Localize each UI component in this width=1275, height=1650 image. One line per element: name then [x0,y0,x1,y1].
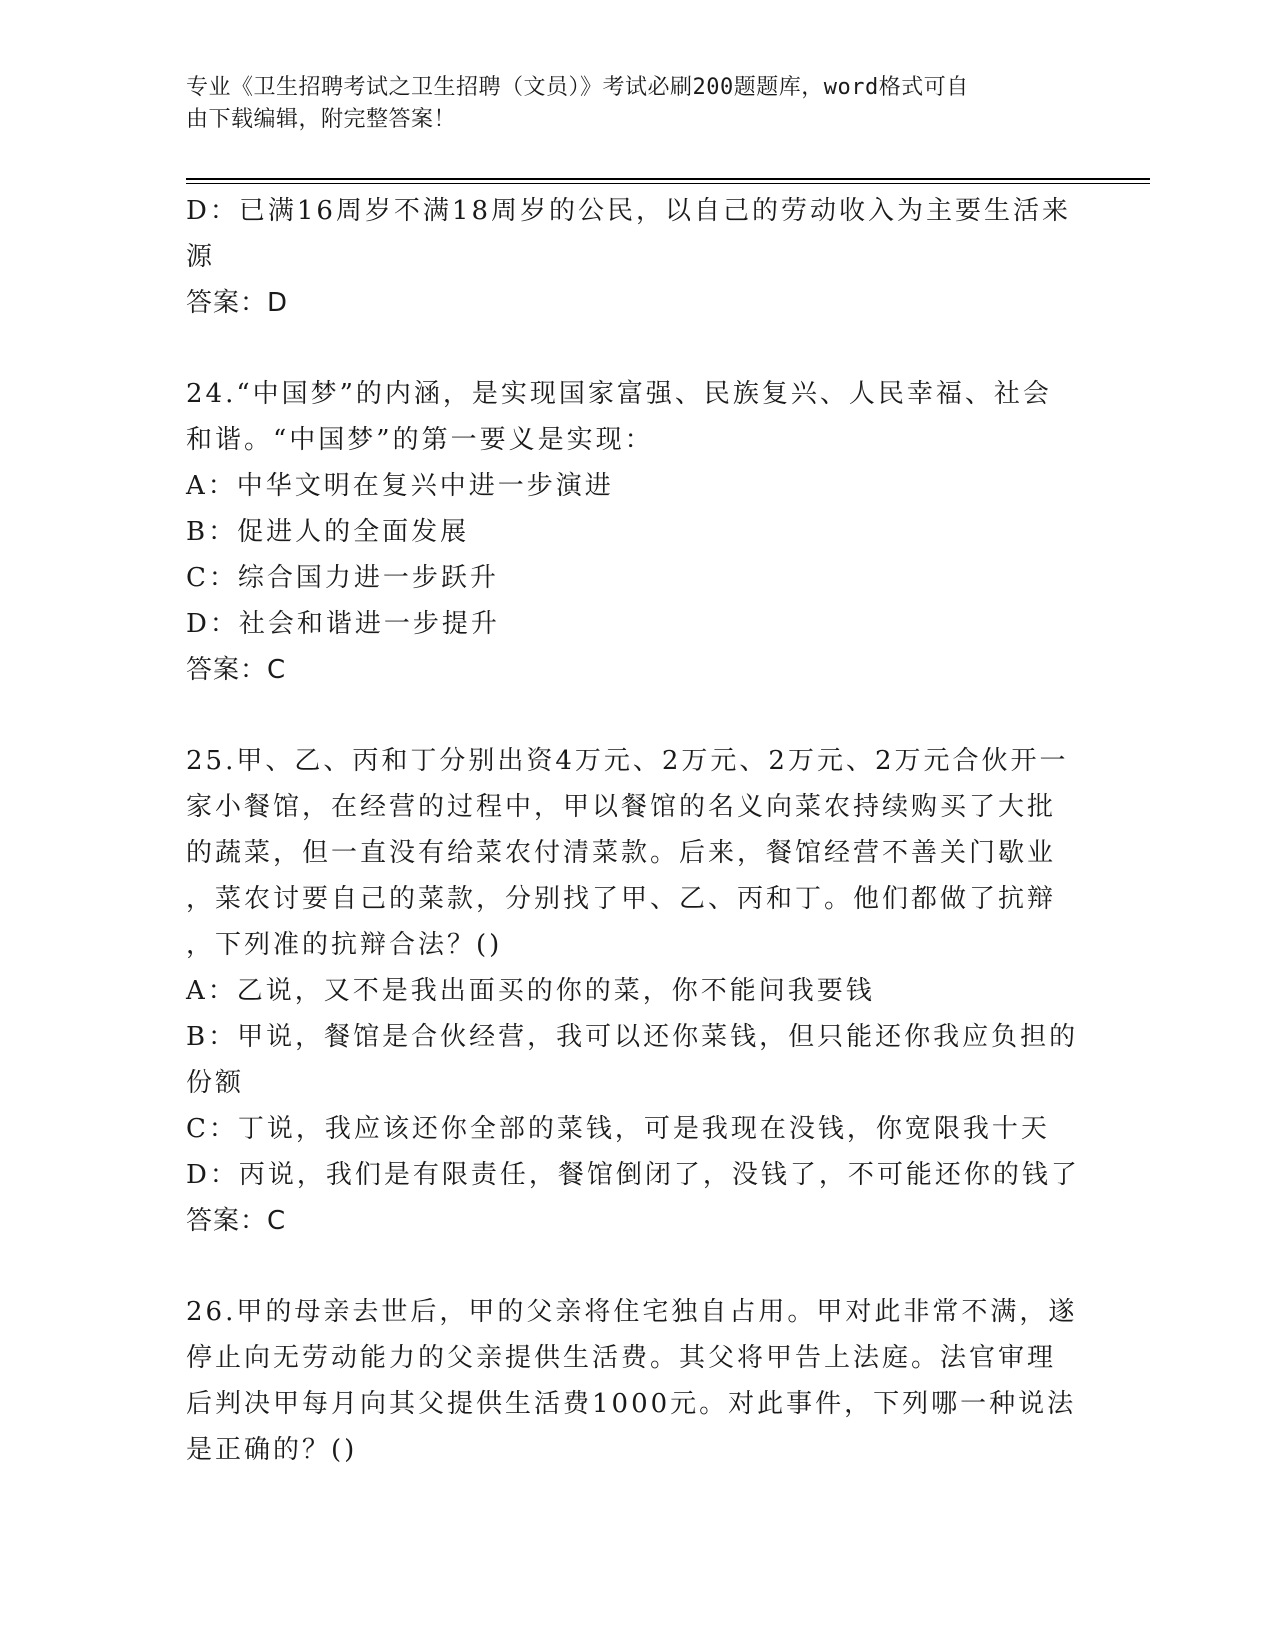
question-23-tail [186,188,1086,326]
answer: 答案：D [186,288,289,318]
option-c: C：丁说，我应该还你全部的菜钱，可是我现在没钱，你宽限我十天 [186,1114,1050,1144]
option-a: A：中华文明在复兴中进一步演进 [186,471,614,501]
header-line-2: 由下载编辑，附完整答案！ [186,107,457,132]
answer: 答案：C [186,1206,287,1236]
option-a: A：乙说，又不是我出面买的你的菜，你不能问我要钱 [186,976,875,1006]
question-stem-continued: ，菜农讨要自己的菜款，分别找了甲、乙、丙和丁。他们都做了抗辩 [186,884,1057,914]
option-b: B：促进人的全面发展 [186,517,470,547]
option-b: B：甲说，餐馆是合伙经营，我可以还你菜钱，但只能还你我应负担的 [186,1022,1079,1052]
question-stem-continued: 是正确的？() [186,1435,358,1465]
question-stem-continued: 和谐。“中国梦”的第一要义是实现： [186,425,654,455]
document-header [186,72,1066,136]
question-25 [186,738,1086,1244]
header-rule-thick [186,178,1150,180]
question-24 [186,371,1086,693]
option-d: D：已满16周岁不满18周岁的公民，以自己的劳动收入为主要生活来 [186,196,1072,226]
question-stem-continued: 停止向无劳动能力的父亲提供生活费。其父将甲告上法庭。法官审理 [186,1343,1057,1373]
question-stem-continued: 家小餐馆，在经营的过程中，甲以餐馆的名义向菜农持续购买了大批 [186,792,1057,822]
option-d: D：丙说，我们是有限责任，餐馆倒闭了，没钱了，不可能还你的钱了 [186,1160,1080,1190]
option-d: D：社会和谐进一步提升 [186,609,500,639]
header-rule-thin [186,183,1150,184]
question-stem: 24.“中国梦”的内涵，是实现国家富强、民族复兴、人民幸福、社会 [186,379,1052,409]
document-body [186,188,1086,1473]
option-c: C：综合国力进一步跃升 [186,563,499,593]
question-stem-continued: ，下列准的抗辩合法？() [186,930,503,960]
question-stem: 26.甲的母亲去世后，甲的父亲将住宅独自占用。甲对此非常不满，遂 [186,1297,1078,1327]
answer: 答案：C [186,655,287,685]
header-line-1: 专业《卫生招聘考试之卫生招聘（文员）》考试必刷200题题库，word格式可自 [186,75,969,100]
question-stem-continued: 的蔬菜，但一直没有给菜农付清菜款。后来，餐馆经营不善关门歇业 [186,838,1057,868]
option-b-continued: 份额 [186,1068,245,1098]
question-26 [186,1289,1086,1473]
question-stem: 25.甲、乙、丙和丁分别出资4万元、2万元、2万元、2万元合伙开一 [186,746,1069,776]
option-d-continued: 源 [186,242,216,272]
question-stem-continued: 后判决甲每月向其父提供生活费1000元。对此事件，下列哪一种说法 [186,1389,1077,1419]
